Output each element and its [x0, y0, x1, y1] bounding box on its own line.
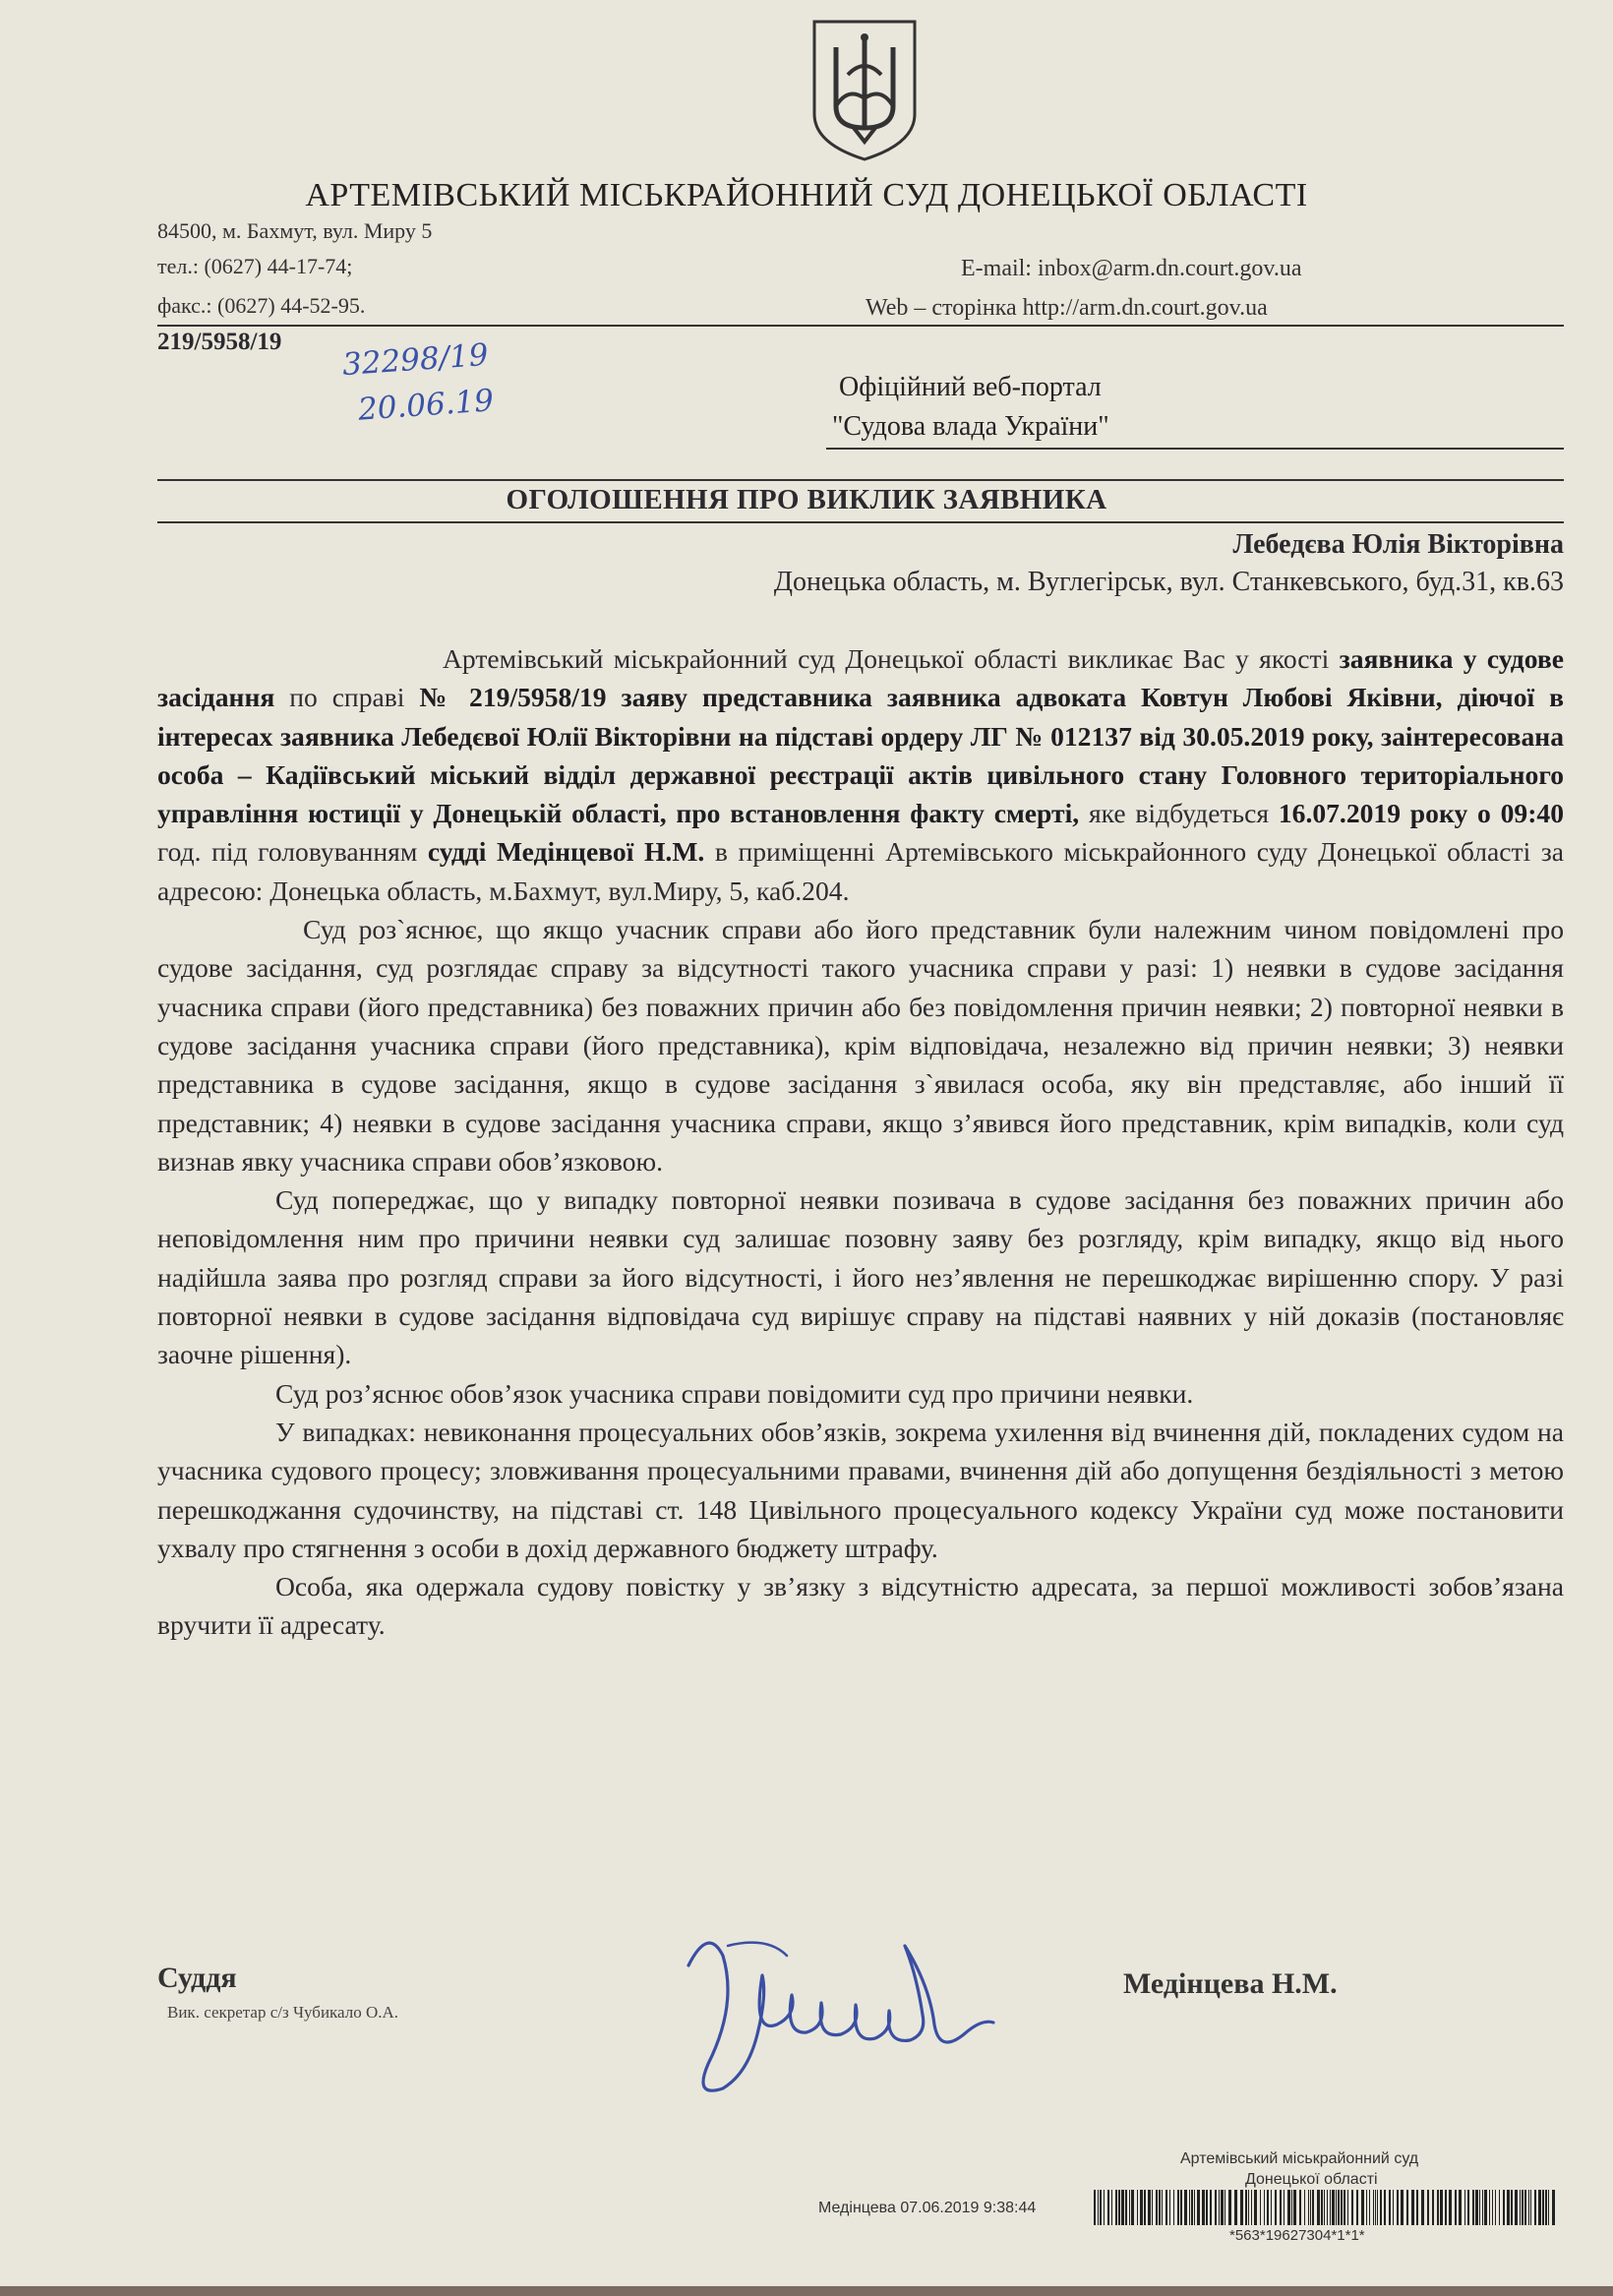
- barcode-bar: [1173, 2190, 1174, 2225]
- barcode-bar: [1165, 2190, 1167, 2225]
- barcode-bar: [1351, 2190, 1353, 2225]
- case-description: № 219/5958/19 заяву представника заявника адвоката Ковтун Любові Яківни, діючої в інтересах заявника Лебедєвої Юлії Вікторівни на підставі ордеру ЛГ № 012137 від 30.05.2019 року, заінтересована особа – Кадіївський міський відділ державної реєстрації актів цивільного стану Головного територіального управління юстиції у Донецькій області, про встановлення факту смерті,: [157, 682, 1565, 829]
- stamp-court-name: Артемівський міськрайонний суд: [1180, 2150, 1419, 2167]
- summons-text: год. під головуванням: [157, 836, 428, 868]
- barcode-bar: [1140, 2190, 1143, 2225]
- barcode-bar: [1528, 2190, 1529, 2225]
- barcode-bar: [1321, 2190, 1323, 2225]
- barcode-bar: [1184, 2190, 1187, 2225]
- barcode-bar: [1472, 2190, 1474, 2225]
- barcode-bar: [1291, 2190, 1292, 2225]
- title-underline: [157, 521, 1564, 523]
- barcode-bar: [1495, 2190, 1496, 2225]
- document-title: ОГОЛОШЕННЯ ПРО ВИКЛИК ЗАЯВНИКА: [506, 484, 1107, 515]
- trident-emblem-icon: [808, 18, 921, 163]
- barcode-bar: [1427, 2190, 1429, 2225]
- barcode-bar: [1148, 2190, 1151, 2225]
- stamp-region: Донецької області: [1245, 2171, 1378, 2188]
- barcode-bar: [1366, 2190, 1367, 2225]
- barcode: [1094, 2190, 1560, 2225]
- handwritten-reg-date: 20.06.19: [356, 383, 496, 428]
- notice-body: [157, 639, 1564, 1645]
- barcode-bar: [1515, 2190, 1518, 2225]
- barcode-bar: [1180, 2190, 1182, 2225]
- barcode-bar: [1330, 2190, 1331, 2225]
- barcode-bar: [1100, 2190, 1102, 2225]
- barcode-bar: [1361, 2190, 1364, 2225]
- barcode-bar: [1347, 2190, 1348, 2225]
- barcode-bar: [1215, 2190, 1217, 2225]
- barcode-bar: [1421, 2190, 1424, 2225]
- presiding-judge: судді Медінцевої Н.М.: [427, 836, 705, 868]
- handwritten-reg-number: 32298/19: [340, 336, 490, 384]
- handwritten-signature: [669, 1916, 1023, 2113]
- barcode-bar: [1240, 2190, 1243, 2225]
- barcode-bar: [1152, 2190, 1153, 2225]
- barcode-bar: [1530, 2190, 1531, 2225]
- barcode-bar: [1548, 2190, 1549, 2225]
- hearing-datetime: 16.07.2019 року о 09:40: [1278, 798, 1564, 829]
- barcode-bar: [1131, 2190, 1134, 2225]
- barcode-bar: [1264, 2190, 1265, 2225]
- court-website: Web – сторінка http://arm.dn.court.gov.ua: [866, 295, 1268, 321]
- barcode-bar: [1308, 2190, 1309, 2225]
- barcode-bar: [1260, 2190, 1261, 2225]
- summons-text: по справі: [274, 682, 420, 713]
- barcode-bar: [1432, 2190, 1434, 2225]
- barcode-bar: [1406, 2190, 1408, 2225]
- header-divider: [157, 325, 1564, 327]
- barcode-bar: [1459, 2190, 1462, 2225]
- barcode-bar: [1455, 2190, 1457, 2225]
- barcode-bar: [1416, 2190, 1418, 2225]
- barcode-bar: [1489, 2190, 1490, 2225]
- barcode-bar: [1534, 2190, 1536, 2225]
- barcode-bar: [1098, 2190, 1099, 2225]
- barcode-bar: [1332, 2190, 1335, 2225]
- hearing-location: в приміщенні Артемівського міськрайонного суду Донецької області за адресою: Донецька область, м.Бахмут, вул.Миру, 5, каб.204.: [157, 836, 1564, 906]
- barcode-bar: [1287, 2190, 1290, 2225]
- summons-text: Артемівський міськрайонний суд Донецької області викликає Вас у якості: [443, 643, 1340, 674]
- barcode-bar: [1137, 2190, 1138, 2225]
- barcode-bar: [1338, 2190, 1340, 2225]
- barcode-bar: [1511, 2190, 1513, 2225]
- barcode-bar: [1440, 2190, 1443, 2225]
- judge-name: Медінцева Н.М.: [1123, 1967, 1338, 2000]
- barcode-bar: [1219, 2190, 1220, 2225]
- barcode-bar: [1356, 2190, 1358, 2225]
- barcode-bar: [1524, 2190, 1526, 2225]
- barcode-bar: [1411, 2190, 1414, 2225]
- barcode-bar: [1336, 2190, 1337, 2225]
- barcode-bar: [1389, 2190, 1391, 2225]
- barcode-bar: [1397, 2190, 1399, 2225]
- stamp-timestamp: Медінцева 07.06.2019 9:38:44: [818, 2200, 1037, 2216]
- barcode-bar: [1125, 2190, 1127, 2225]
- portal-line-1: Офіційний веб-портал: [839, 372, 1102, 402]
- barcode-bar: [1310, 2190, 1311, 2225]
- barcode-bar: [1251, 2190, 1252, 2225]
- barcode-bar: [1267, 2190, 1269, 2225]
- barcode-bar: [1177, 2190, 1179, 2225]
- barcode-bar: [1221, 2190, 1224, 2225]
- barcode-bar: [1156, 2190, 1158, 2225]
- barcode-bar: [1482, 2190, 1483, 2225]
- barcode-bar: [1401, 2190, 1404, 2225]
- case-number: 219/5958/19: [157, 329, 282, 355]
- barcode-bar: [1210, 2190, 1212, 2225]
- barcode-bar: [1254, 2190, 1257, 2225]
- barcode-bar: [1324, 2190, 1325, 2225]
- barcode-bar: [1159, 2190, 1161, 2225]
- barcode-bar: [1377, 2190, 1378, 2225]
- barcode-bar: [1545, 2190, 1547, 2225]
- barcode-bar: [1197, 2190, 1200, 2225]
- barcode-bar: [1503, 2190, 1505, 2225]
- barcode-bar: [1234, 2190, 1237, 2225]
- barcode-bar: [1475, 2190, 1478, 2225]
- court-email: E-mail: inbox@arm.dn.court.gov.ua: [961, 256, 1302, 281]
- court-phone: тел.: (0627) 44-17-74;: [157, 254, 353, 278]
- summons-role: заявника у судове засідання: [157, 643, 1564, 713]
- barcode-bar: [1121, 2190, 1124, 2225]
- barcode-bar: [1248, 2190, 1249, 2225]
- barcode-bar: [1484, 2190, 1487, 2225]
- barcode-bar: [1293, 2190, 1296, 2225]
- barcode-bar: [1380, 2190, 1382, 2225]
- barcode-bar: [1375, 2190, 1376, 2225]
- barcode-bar: [1228, 2190, 1231, 2225]
- summons-text: яке відбудеться: [1079, 798, 1279, 829]
- scan-edge: [0, 2286, 1613, 2296]
- barcode-bar: [1094, 2190, 1096, 2225]
- judge-label: Суддя: [157, 1962, 237, 1994]
- barcode-bar: [1162, 2190, 1163, 2225]
- barcode-bar: [1479, 2190, 1480, 2225]
- barcode-bar: [1104, 2190, 1105, 2225]
- barcode-bar: [1464, 2190, 1465, 2225]
- barcode-bar: [1520, 2190, 1521, 2225]
- barcode-bar: [1317, 2190, 1320, 2225]
- barcode-bar: [1449, 2190, 1452, 2225]
- barcode-bar: [1542, 2190, 1544, 2225]
- court-name: АРТЕМІВСЬКИЙ МІСЬКРАЙОННИЙ СУД ДОНЕЦЬКОЇ ОБЛАСТІ: [305, 177, 1308, 213]
- barcode-bar: [1115, 2190, 1117, 2225]
- court-address: 84500, м. Бахмут, вул. Миру 5: [157, 218, 433, 243]
- barcode-bar: [1492, 2190, 1493, 2225]
- barcode-bar: [1299, 2190, 1301, 2225]
- barcode-bar: [1191, 2190, 1193, 2225]
- barcode-bar: [1344, 2190, 1345, 2225]
- barcode-bar: [1327, 2190, 1328, 2225]
- barcode-bar: [1384, 2190, 1386, 2225]
- barcode-bar: [1169, 2190, 1170, 2225]
- barcode-bar: [1312, 2190, 1314, 2225]
- portal-underline: [826, 448, 1564, 450]
- barcode-bar: [1445, 2190, 1447, 2225]
- barcode-number: *563*19627304*1*1*: [1229, 2227, 1365, 2244]
- court-fax: факс.: (0627) 44-52-95.: [157, 293, 366, 318]
- barcode-bar: [1393, 2190, 1394, 2225]
- paragraph-warning: Суд попереджає, що у випадку повторної неявки позивача в судове засідання без поважних причин або неповідомлення ним про причини неявки суд залишає позовну заяву без розгляду, крім випадку, якщо від нього надійшла заява про розгляд справи за його відсутності, і його нез’явлення не перешкоджає вирішенню спору. У разі повторної неявки в судове засідання відповідача суд вирішує справу на підставі наявних у ній доказів (постановляє заочне рішення).: [157, 1184, 1564, 1370]
- barcode-bar: [1369, 2190, 1370, 2225]
- barcode-bar: [1206, 2190, 1208, 2225]
- barcode-bar: [1304, 2190, 1305, 2225]
- title-divider: [157, 479, 1564, 481]
- barcode-bar: [1271, 2190, 1272, 2225]
- paragraph-summons: [157, 639, 1564, 910]
- barcode-bar: [1341, 2190, 1343, 2225]
- barcode-bar: [1538, 2190, 1541, 2225]
- barcode-bar: [1275, 2190, 1277, 2225]
- barcode-bar: [1202, 2190, 1205, 2225]
- barcode-bar: [1245, 2190, 1247, 2225]
- barcode-bar: [1280, 2190, 1282, 2225]
- barcode-bar: [1129, 2190, 1130, 2225]
- barcode-bar: [1522, 2190, 1523, 2225]
- recipient-name: Лебедєва Юлія Вікторівна: [1232, 529, 1564, 560]
- barcode-bar: [1189, 2190, 1190, 2225]
- barcode-bar: [1194, 2190, 1195, 2225]
- barcode-bar: [1507, 2190, 1510, 2225]
- portal-line-2: "Судова влада України": [832, 411, 1109, 442]
- paragraph-absence-rules: Суд роз`яснює, що якщо учасник справи або його представник були належним чином повідомлені про судове засідання, суд розглядає справу за відсутності такого учасника справи у разі: 1) неявки в судове засідання учасника справи (його представника) без поважних причин або без повідомлення причин неявки; 2) повторної неявки в судове засідання учасника справи (його представника), крім відповідача, незалежно від причин неявки; 3) неявки представника в судове засідання, якщо в судове засідання з`явилася особа, яку він представляє, або інший її представник; 4) неявки в судове засідання учасника справи, якщо з’явився його представник, крім випадків, коли суд визнав явку учасника справи обов’язковою.: [157, 914, 1564, 1177]
- barcode-bar: [1552, 2190, 1555, 2225]
- barcode-bar: [1144, 2190, 1146, 2225]
- barcode-bar: [1373, 2190, 1374, 2225]
- barcode-bar: [1467, 2190, 1469, 2225]
- paragraph-penalty: У випадках: невиконання процесуальних обов’язків, зокрема ухилення від вчинення дій, покладених судом на учасника судового процесу; зловживання процесуальними правами, вчинення дій або допущення бездіяльності з метою перешкоджання судочинству, на підставі ст. 148 Цивільного процесуального кодексу України суд може постановити ухвалу про стягнення з особи в дохід державного бюджету штрафу.: [157, 1416, 1564, 1563]
- recipient-address: Донецька область, м. Вуглегірськ, вул. Станкевського, буд.31, кв.63: [773, 567, 1564, 597]
- barcode-bar: [1107, 2190, 1109, 2225]
- barcode-bar: [1437, 2190, 1439, 2225]
- paragraph-duty: Суд роз’яснює обов’язок учасника справи повідомити суд про причини неявки.: [275, 1377, 1194, 1409]
- secretary-name: Вик. секретар с/з Чубикало О.А.: [167, 2003, 399, 2022]
- paragraph-delivery: Особа, яка одержала судову повістку у зв’язку з відсутністю адресата, за першої можливості зобов’язана вручити її адресату.: [157, 1571, 1564, 1641]
- barcode-bar: [1118, 2190, 1120, 2225]
- barcode-bar: [1499, 2190, 1500, 2225]
- barcode-bar: [1111, 2190, 1112, 2225]
